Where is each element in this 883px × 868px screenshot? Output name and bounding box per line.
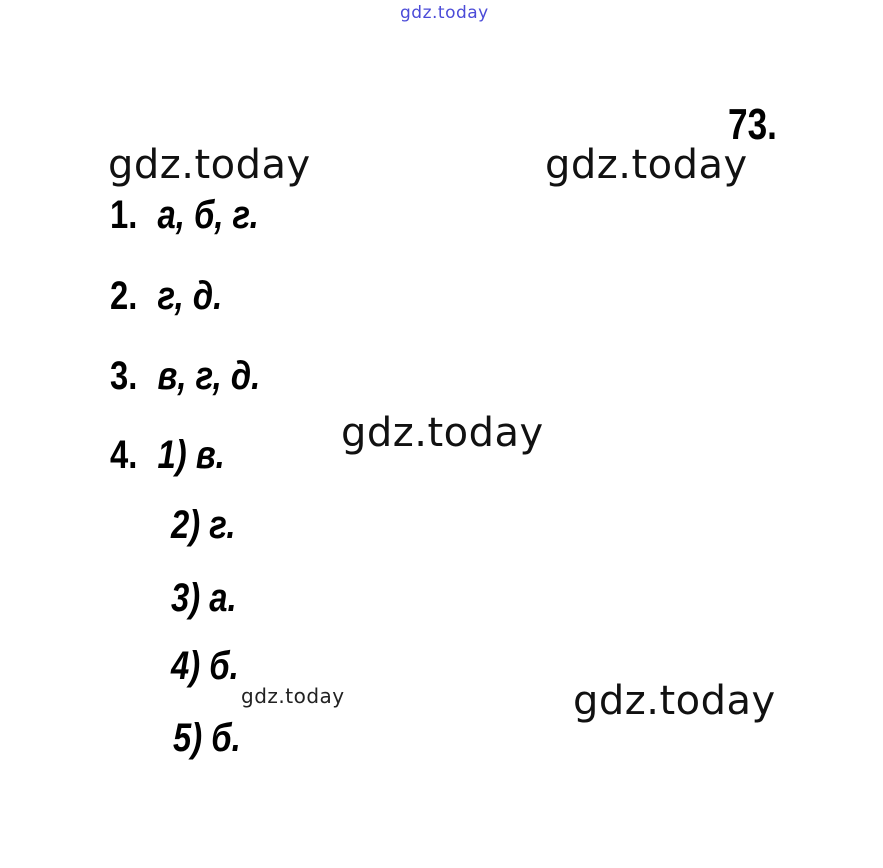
sub-answer-5 [173,716,241,761]
answer-text: в, г, д. [157,354,261,398]
sub-answer-text: 4) б. [171,644,239,688]
answer-number: 3. [110,354,138,398]
sub-answer-3 [171,576,237,621]
answer-4 [110,433,225,478]
watermark-small: gdz.today [241,684,345,708]
answer-1 [110,193,259,238]
sub-answer-2 [171,503,235,548]
sub-answer-4 [171,644,239,689]
watermark-right: gdz.today [545,142,748,188]
answer-number: 1. [110,193,138,237]
answer-text: г, д. [157,274,223,318]
answer-2 [110,274,222,319]
sub-answer-text: 2) г. [171,503,236,547]
answer-number: 4. [110,433,138,477]
answer-3 [110,354,260,399]
answer-text: а, б, г. [157,193,259,237]
answer-number: 2. [110,274,138,318]
answer-text: 1) в. [157,433,225,477]
watermark-left: gdz.today [108,142,311,188]
page-number: 73. [728,100,777,149]
watermark-top: gdz.today [400,3,489,23]
sub-answer-text: 3) а. [171,576,237,620]
watermark-bottom-right: gdz.today [573,678,776,724]
sub-answer-text: 5) б. [173,716,241,760]
watermark-center: gdz.today [341,410,544,456]
